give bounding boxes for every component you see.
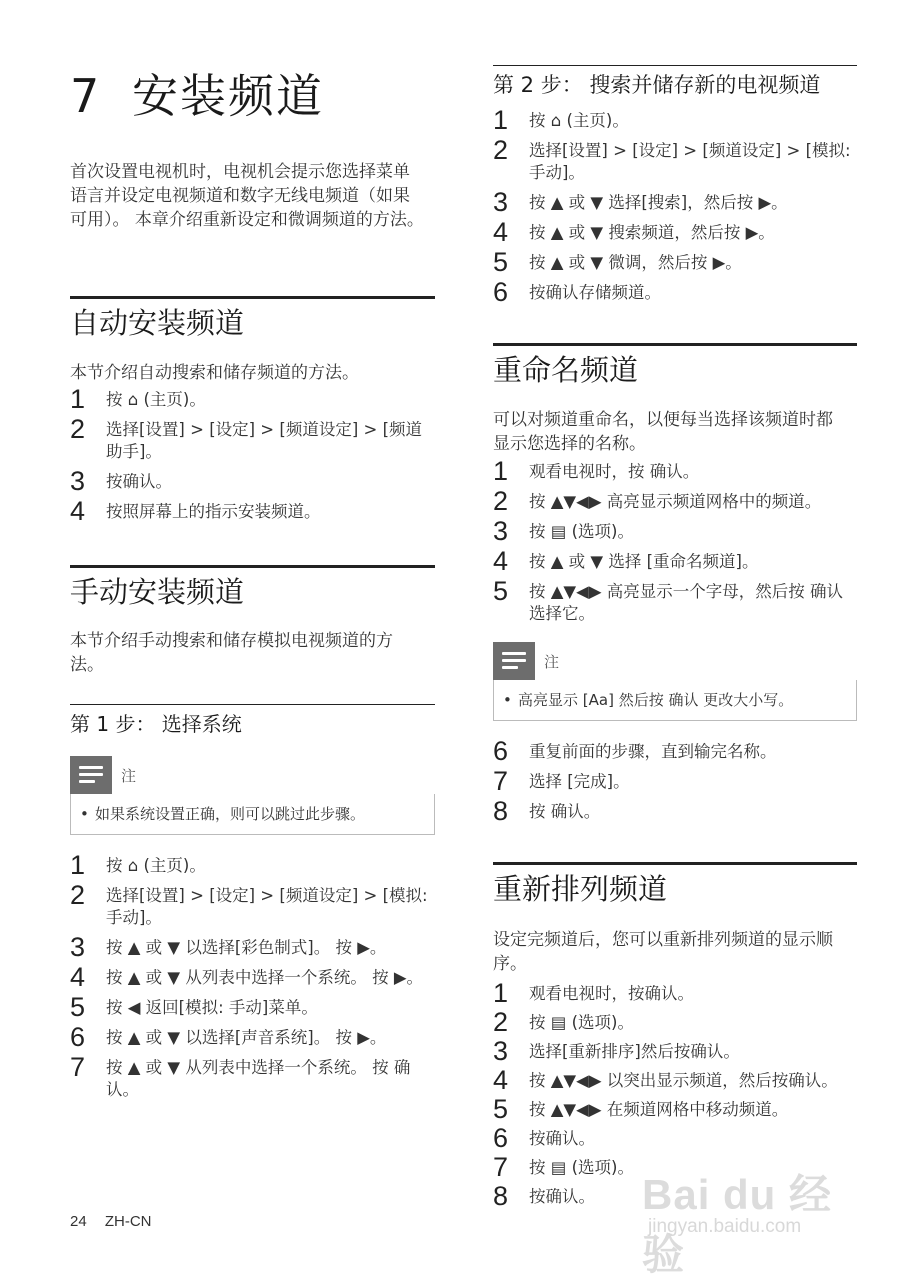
step-number: 1 bbox=[493, 105, 509, 135]
note-box-rename bbox=[493, 642, 857, 721]
page-footer bbox=[70, 1213, 166, 1230]
step-number: 2 bbox=[493, 1007, 509, 1037]
step-number: 1 bbox=[70, 384, 86, 414]
step-text: 按 ▲ 或 ▼ 微调，然后按 ▶。 bbox=[529, 253, 742, 272]
step-text: 按 ▤ (选项)。 bbox=[529, 1013, 634, 1032]
step-item bbox=[70, 496, 435, 526]
auto-install-desc: 本节介绍自动搜索和储存频道的方法。 bbox=[70, 363, 359, 383]
step-item bbox=[493, 135, 857, 184]
step-text: 按 ▲ 或 ▼ 搜索频道，然后按 ▶。 bbox=[529, 223, 775, 242]
step-text: 按确认存储频道。 bbox=[529, 283, 661, 302]
step-text: 按 ▲ 或 ▼ 选择 [重命名频道]。 bbox=[529, 552, 759, 571]
note-label: 注 bbox=[121, 767, 137, 785]
step-number: 4 bbox=[493, 546, 509, 576]
baidu-watermark bbox=[642, 1140, 862, 1278]
step-item bbox=[493, 546, 857, 576]
heading-auto-install: 自动安装频道 bbox=[70, 296, 435, 341]
step-text: 选择[设置] > [设定] > [频道设定] > [模拟: 手动]。 bbox=[529, 141, 851, 182]
step-item bbox=[70, 962, 435, 992]
step-number: 5 bbox=[493, 247, 509, 277]
intro-paragraph: 首次设置电视机时，电视机会提示您选择菜单语言并设定电视频道和数字无线电频道（如果可用）。 本章介绍重新设定和微调频道的方法。 bbox=[70, 162, 424, 230]
step-text: 观看电视时，按确认。 bbox=[529, 984, 694, 1003]
step-number: 2 bbox=[493, 486, 509, 516]
step-text: 按确认。 bbox=[106, 472, 172, 491]
step-number: 7 bbox=[493, 766, 509, 796]
step-number: 3 bbox=[70, 932, 86, 962]
step-number: 1 bbox=[70, 850, 86, 880]
step-item bbox=[70, 384, 435, 414]
step-item bbox=[493, 766, 857, 796]
step-text: 选择 [完成]。 bbox=[529, 772, 630, 791]
step-number: 5 bbox=[493, 1094, 509, 1124]
step-item bbox=[493, 576, 857, 625]
step-number: 6 bbox=[70, 1022, 86, 1052]
chapter-title bbox=[70, 60, 324, 126]
heading-step1: 第 1 步： 选择系统 bbox=[70, 704, 435, 737]
heading-step2: 第 2 步： 搜索并储存新的电视频道 bbox=[493, 65, 857, 98]
step-number: 3 bbox=[493, 1036, 509, 1066]
step-item bbox=[493, 1007, 857, 1037]
heading-manual-install: 手动安装频道 bbox=[70, 565, 435, 610]
step-number: 3 bbox=[493, 187, 509, 217]
step-item bbox=[493, 187, 857, 217]
step-item bbox=[493, 796, 857, 826]
step-number: 3 bbox=[493, 516, 509, 546]
rename-steps-continued bbox=[493, 736, 857, 831]
rename-steps bbox=[493, 456, 857, 633]
step-item bbox=[70, 850, 435, 880]
step-text: 按 ▲ 或 ▼ 以选择[声音系统]。 按 ▶。 bbox=[106, 1028, 387, 1047]
language-code: ZH-CN bbox=[104, 1213, 152, 1230]
step-number: 4 bbox=[493, 1065, 509, 1095]
note-icon bbox=[70, 756, 112, 794]
step-text: 按 ▲ 或 ▼ 从列表中选择一个系统。 按 ▶。 bbox=[106, 968, 424, 987]
note-text: • 如果系统设置正确，则可以跳过此步骤。 bbox=[70, 794, 435, 835]
step-item bbox=[493, 978, 857, 1008]
step-number: 5 bbox=[70, 992, 86, 1022]
step-text: 按 ⌂ (主页)。 bbox=[529, 111, 629, 130]
step-item bbox=[493, 1094, 857, 1124]
step-item bbox=[70, 880, 435, 929]
step-item bbox=[493, 516, 857, 546]
note-label: 注 bbox=[544, 653, 560, 671]
step-item bbox=[493, 736, 857, 766]
step-number: 1 bbox=[493, 456, 509, 486]
step-number: 4 bbox=[70, 962, 86, 992]
watermark-url: jingyan.baidu.com bbox=[648, 1216, 802, 1237]
step-item bbox=[493, 247, 857, 277]
step-number: 8 bbox=[493, 1181, 509, 1211]
step-text: 观看电视时，按 确认。 bbox=[529, 462, 700, 481]
reorder-desc: 设定完频道后，您可以重新排列频道的显示顺序。 bbox=[493, 930, 833, 974]
rename-desc: 可以对频道重命名，以便每当选择该频道时都显示您选择的名称。 bbox=[493, 410, 833, 454]
step-text: 按 ⌂ (主页)。 bbox=[106, 390, 206, 409]
step-number: 2 bbox=[493, 135, 509, 165]
step-text: 按 ▤ (选项)。 bbox=[529, 522, 634, 541]
step-item bbox=[493, 486, 857, 516]
heading-reorder: 重新排列频道 bbox=[493, 862, 857, 907]
note-text: • 高亮显示 [Aa] 然后按 确认 更改大小写。 bbox=[493, 680, 857, 721]
step-number: 7 bbox=[493, 1152, 509, 1182]
step-number: 4 bbox=[493, 217, 509, 247]
step-item bbox=[70, 992, 435, 1022]
step-text: 按确认。 bbox=[529, 1129, 595, 1148]
step-item bbox=[493, 277, 857, 307]
step-text: 选择[设置] > [设定] > [频道设定] > [模拟: 手动]。 bbox=[106, 886, 428, 927]
step-number: 6 bbox=[493, 277, 509, 307]
step-item bbox=[70, 932, 435, 962]
step-item bbox=[493, 217, 857, 247]
step-number: 2 bbox=[70, 880, 86, 910]
step-number: 2 bbox=[70, 414, 86, 444]
step-text: 按 ▲ 或 ▼ 以选择[彩色制式]。 按 ▶。 bbox=[106, 938, 387, 957]
step-text: 重复前面的步骤，直到输完名称。 bbox=[529, 742, 777, 761]
manual-install-desc: 本节介绍手动搜索和储存模拟电视频道的方法。 bbox=[70, 631, 393, 675]
auto-install-steps bbox=[70, 384, 435, 531]
step-item bbox=[493, 105, 857, 135]
step-number: 1 bbox=[493, 978, 509, 1008]
step-text: 按 ▲▼◀▶ 高亮显示频道网格中的频道。 bbox=[529, 492, 822, 511]
step-text: 按 ▲ 或 ▼ 从列表中选择一个系统。 按 确认。 bbox=[106, 1058, 411, 1099]
step-text: 按 确认。 bbox=[529, 802, 601, 821]
step-text: 按 ◀ 返回[模拟: 手动]菜单。 bbox=[106, 998, 318, 1017]
step-text: 按 ▲ 或 ▼ 选择[搜索]，然后按 ▶。 bbox=[529, 193, 788, 212]
step-text: 按照屏幕上的指示安装频道。 bbox=[106, 502, 321, 521]
step-text: 按 ▤ (选项)。 bbox=[529, 1158, 634, 1177]
step-number: 6 bbox=[493, 1123, 509, 1153]
note-box-manual bbox=[70, 756, 435, 835]
step-item bbox=[493, 1065, 857, 1095]
heading-rename: 重命名频道 bbox=[493, 343, 857, 388]
step-item bbox=[70, 1052, 435, 1101]
step-text: 按 ▲▼◀▶ 在频道网格中移动频道。 bbox=[529, 1100, 789, 1119]
chapter-name: 安装频道 bbox=[132, 69, 324, 123]
step-number: 5 bbox=[493, 576, 509, 606]
step-item bbox=[70, 414, 435, 463]
manual-steps bbox=[70, 850, 435, 1109]
page-number: 24 bbox=[70, 1213, 87, 1230]
step-number: 4 bbox=[70, 496, 86, 526]
step-text: 按 ▲▼◀▶ 高亮显示一个字母，然后按 确认 选择它。 bbox=[529, 582, 843, 623]
step-item bbox=[493, 1036, 857, 1066]
step2-steps bbox=[493, 105, 857, 312]
step-text: 选择[重新排序]然后按确认。 bbox=[529, 1042, 740, 1061]
step-number: 7 bbox=[70, 1052, 86, 1082]
step-number: 3 bbox=[70, 466, 86, 496]
step-text: 按确认。 bbox=[529, 1187, 595, 1206]
watermark-logo: Bai du 经验 bbox=[642, 1171, 833, 1278]
step-number: 6 bbox=[493, 736, 509, 766]
step-item bbox=[70, 466, 435, 496]
step-text: 按 ⌂ (主页)。 bbox=[106, 856, 206, 875]
step-text: 选择[设置] > [设定] > [频道设定] > [频道助手]。 bbox=[106, 420, 423, 461]
chapter-number: 7 bbox=[70, 69, 102, 123]
step-item bbox=[70, 1022, 435, 1052]
note-icon bbox=[493, 642, 535, 680]
step-number: 8 bbox=[493, 796, 509, 826]
step-item bbox=[493, 456, 857, 486]
step-text: 按 ▲▼◀▶ 以突出显示频道，然后按确认。 bbox=[529, 1071, 838, 1090]
